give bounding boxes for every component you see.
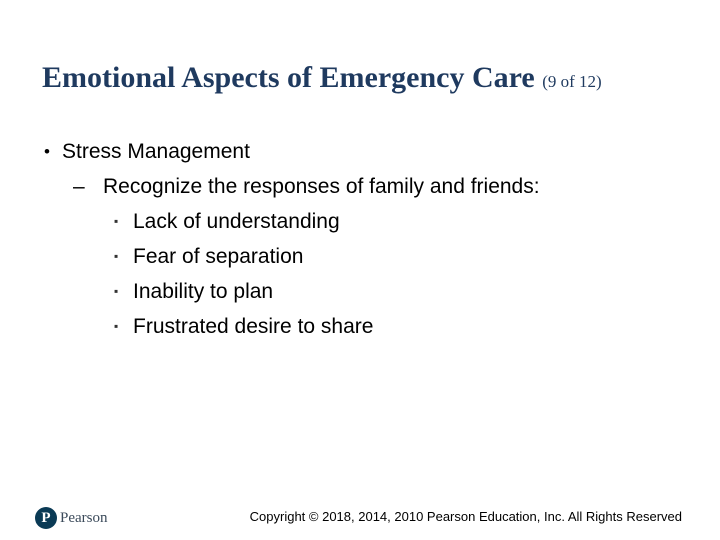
pearson-logo-letter: P — [41, 509, 51, 526]
slide-title — [42, 58, 702, 102]
copyright-notice: Copyright © 2018, 2014, 2010 Pearson Education, Inc. All Rights Reserved — [249, 509, 682, 524]
bullet-level1 — [44, 134, 694, 169]
bullet-dot-icon: • — [44, 142, 50, 161]
pearson-logo-icon — [35, 507, 57, 529]
bullet-dash-icon: – — [73, 175, 85, 198]
list-item — [44, 204, 694, 239]
bullet-text: Stress Management — [62, 140, 250, 163]
pearson-logo — [35, 505, 108, 531]
bullet-text: Recognize the responses of family and friends: — [103, 175, 540, 198]
pearson-logo-text: Pearson — [60, 509, 108, 526]
bullet-square-icon: ▪ — [114, 214, 119, 228]
list-item-text: Fear of separation — [133, 245, 304, 268]
slide-content — [44, 134, 694, 344]
bullet-square-icon: ▪ — [114, 284, 119, 298]
bullet-square-icon: ▪ — [114, 249, 119, 263]
bullet-level2 — [44, 169, 694, 204]
list-item-text: Inability to plan — [133, 280, 274, 303]
title-text: Emotional Aspects of Emergency Care — [42, 61, 535, 94]
bullet-square-icon: ▪ — [114, 319, 119, 333]
list-item — [44, 309, 694, 344]
title-page-counter: (9 of 12) — [542, 72, 602, 91]
list-item — [44, 274, 694, 309]
list-item — [44, 239, 694, 274]
list-item-text: Lack of understanding — [133, 210, 340, 233]
list-item-text: Frustrated desire to share — [133, 315, 374, 338]
